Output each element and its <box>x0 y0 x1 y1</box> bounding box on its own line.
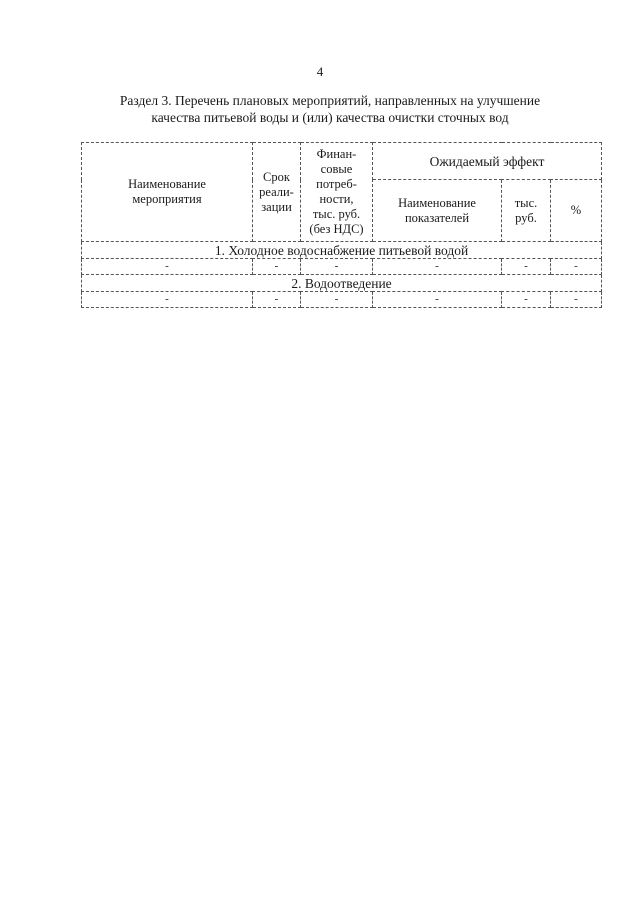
header-expected-effect: Ожидаемый эффект <box>373 143 602 180</box>
table-cell: - <box>82 259 253 275</box>
section-title-line-2: качества питьевой воды и (или) качества очистки сточных вод <box>151 110 509 125</box>
table-cell: - <box>373 259 502 275</box>
table-cell: - <box>373 292 502 308</box>
page-number: 4 <box>316 64 324 79</box>
table-cell: - <box>502 259 551 275</box>
section-title-line-1: Раздел 3. Перечень плановых мероприятий, направленных на улучшение <box>119 93 541 108</box>
header-financial-needs: Финан- совые потреб- ности, тыс. руб. (без НДС) <box>301 143 373 242</box>
table-cell: - <box>253 292 301 308</box>
header-percent: % <box>551 180 602 242</box>
table-row <box>82 292 602 308</box>
table-cell: - <box>551 292 602 308</box>
planned-measures-table <box>81 142 602 308</box>
header-indicator-name: Наименование показателей <box>373 180 502 242</box>
table-row <box>82 259 602 275</box>
header-implementation-term: Срок реали- зации <box>253 143 301 242</box>
section-heading-cold-water: 1. Холодное водоснабжение питьевой водой <box>82 242 602 259</box>
table-cell: - <box>82 292 253 308</box>
section-title <box>80 92 580 126</box>
table-cell: - <box>301 259 373 275</box>
header-measure-name: Наименование мероприятия <box>82 143 253 242</box>
table-cell: - <box>551 259 602 275</box>
table-cell: - <box>253 259 301 275</box>
header-thousand-rub: тыс. руб. <box>502 180 551 242</box>
table-cell: - <box>502 292 551 308</box>
table-cell: - <box>301 292 373 308</box>
section-heading-wastewater: 2. Водоотведение <box>82 275 602 292</box>
